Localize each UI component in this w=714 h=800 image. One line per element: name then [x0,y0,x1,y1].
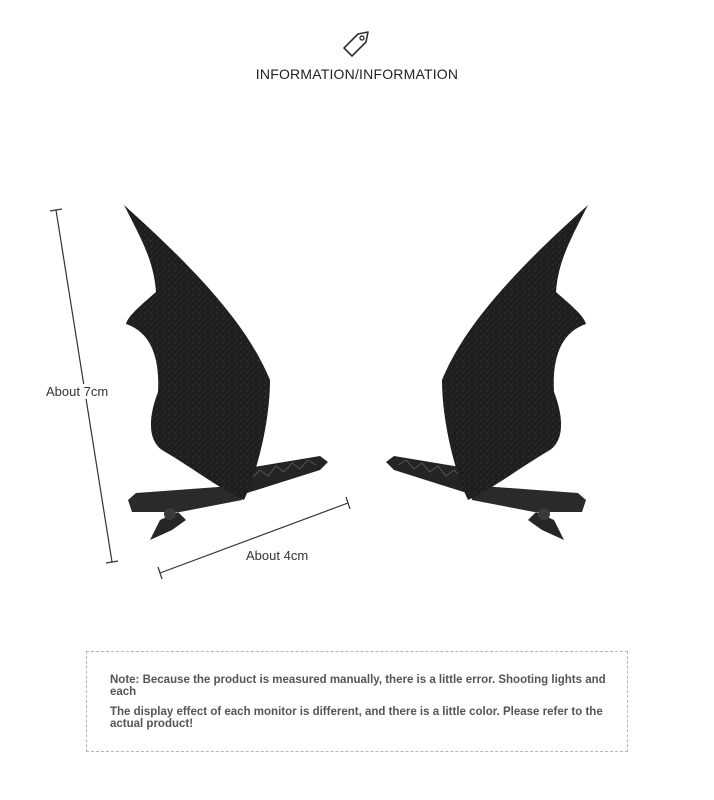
note-text-line-1: Note: Because the product is measured manually, there is a little error. Shooting lights and each [110,674,606,698]
price-tag-icon [338,28,372,62]
note-text-line-2: The display effect of each monitor is different, and there is a little color. Please refer to the actual product! [110,706,603,730]
note-box [86,651,628,752]
height-measurement-label: About 7cm [46,384,109,399]
left-bat-wing [124,205,270,500]
right-bat-wing [442,205,588,500]
section-heading: INFORMATION/INFORMATION [255,66,459,82]
width-measurement-label: About 4cm [246,548,309,563]
